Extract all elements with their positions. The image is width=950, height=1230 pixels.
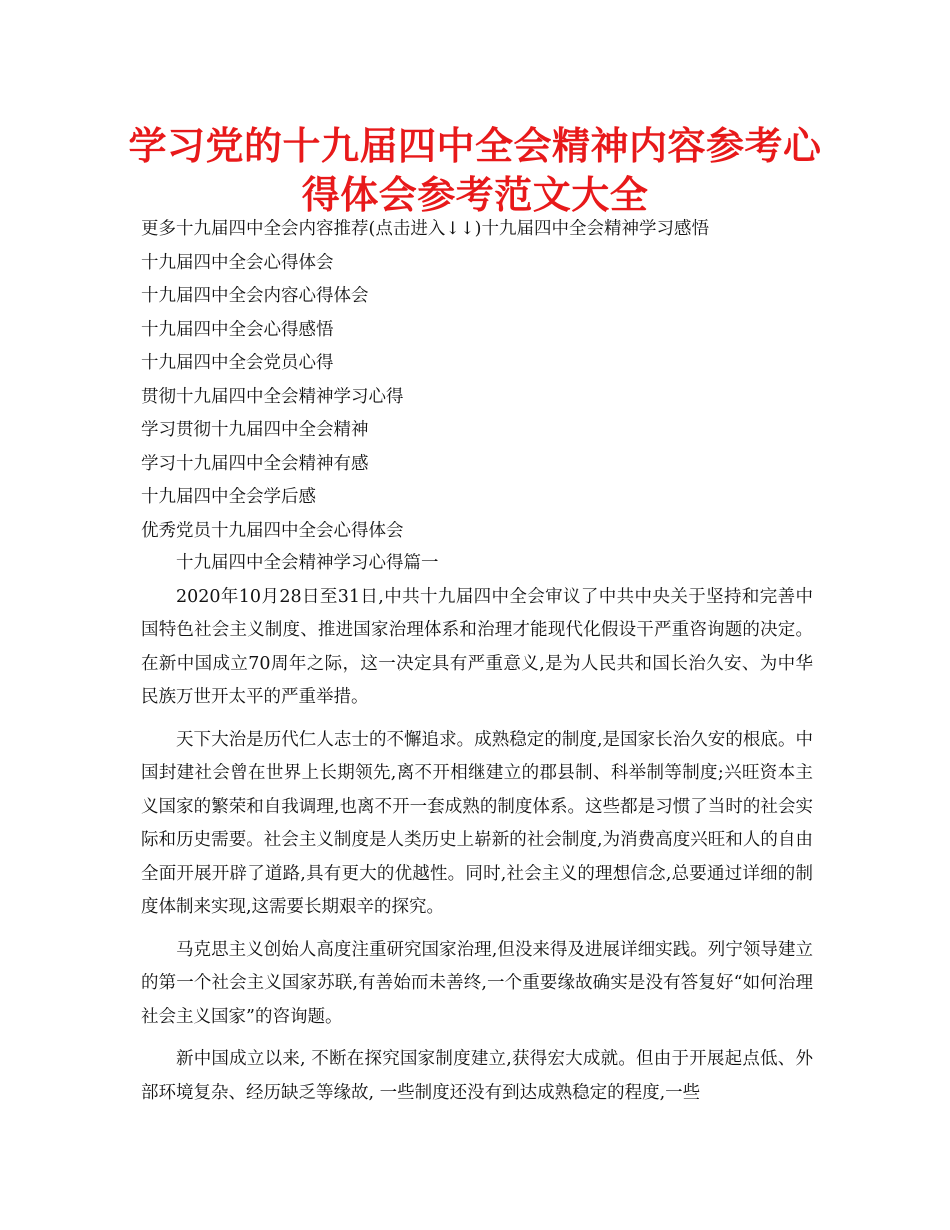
- related-link[interactable]: 十九届四中全会心得体会: [141, 252, 334, 273]
- related-link[interactable]: 十九届四中全会党员心得: [141, 353, 334, 373]
- related-link-intro[interactable]: 更多十九届四中全会内容推荐(点击进入↓↓)十九届四中全会精神学习感悟: [141, 219, 709, 239]
- paragraph: 新中国成立以来, 不断在探究国家制度建立,获得宏大成就。但由于开展起点低、外部环境复杂、经历缺乏等缘故, 一些制度还没有到达成熟稳定的程度,一些: [141, 1049, 813, 1103]
- section-heading: 十九届四中全会精神学习心得篇一: [176, 553, 439, 573]
- related-links-list: [141, 213, 821, 548]
- related-link[interactable]: 十九届四中全会内容心得体会: [141, 286, 369, 306]
- related-link[interactable]: 十九届四中全会学后感: [141, 487, 316, 507]
- paragraph: 天下大治是历代仁人志士的不懈追求。成熟稳定的制度,是国家长治久安的根底。中国封建社会曾在世界上长期领先,离不开相继建立的郡县制、科举制等制度;兴旺资本主义国家的繁荣和自我调理,也离不开一套成熟的制度体系。这些都是习惯了当时的社会实际和历史需要。社会主义制度是人类历史上崭新的社会制度,为消费高度兴旺和人的自由全面开展开辟了道路,具有更大的优越性。同时,社会主义的理想信念,总要通过详细的制度体制来实现,这需要长期艰辛的探究。: [141, 729, 813, 917]
- related-link[interactable]: 学习十九届四中全会精神有感: [141, 453, 369, 474]
- document-title: 学习党的十九届四中全会精神内容参考心得体会参考范文大全: [128, 124, 822, 217]
- related-link[interactable]: 优秀党员十九届四中全会心得体会: [141, 520, 404, 541]
- article-body: [141, 547, 813, 1119]
- related-link[interactable]: 学习贯彻十九届四中全会精神: [141, 420, 369, 440]
- paragraph: 马克思主义创始人高度注重研究国家治理,但没来得及进展详细实践。列宁领导建立的第一个社会主义国家苏联,有善始而未善终,一个重要缘故确实是没有答复好“如何治理社会主义国家”的咨询题。: [141, 939, 813, 1027]
- related-link[interactable]: 十九届四中全会心得感悟: [141, 319, 334, 340]
- paragraph: 2020年10月28日至31日,中共十九届四中全会审议了中共中央关于坚持和完善中国特色社会主义制度、推进国家治理体系和治理才能现代化假设干严重咨询题的决定。在新中国成立70周年之际，这一决定具有严重意义,是为人民共和国长治久安、为中华民族万世开太平的严重举措。: [141, 586, 813, 707]
- related-link[interactable]: 贯彻十九届四中全会精神学习心得: [141, 386, 404, 407]
